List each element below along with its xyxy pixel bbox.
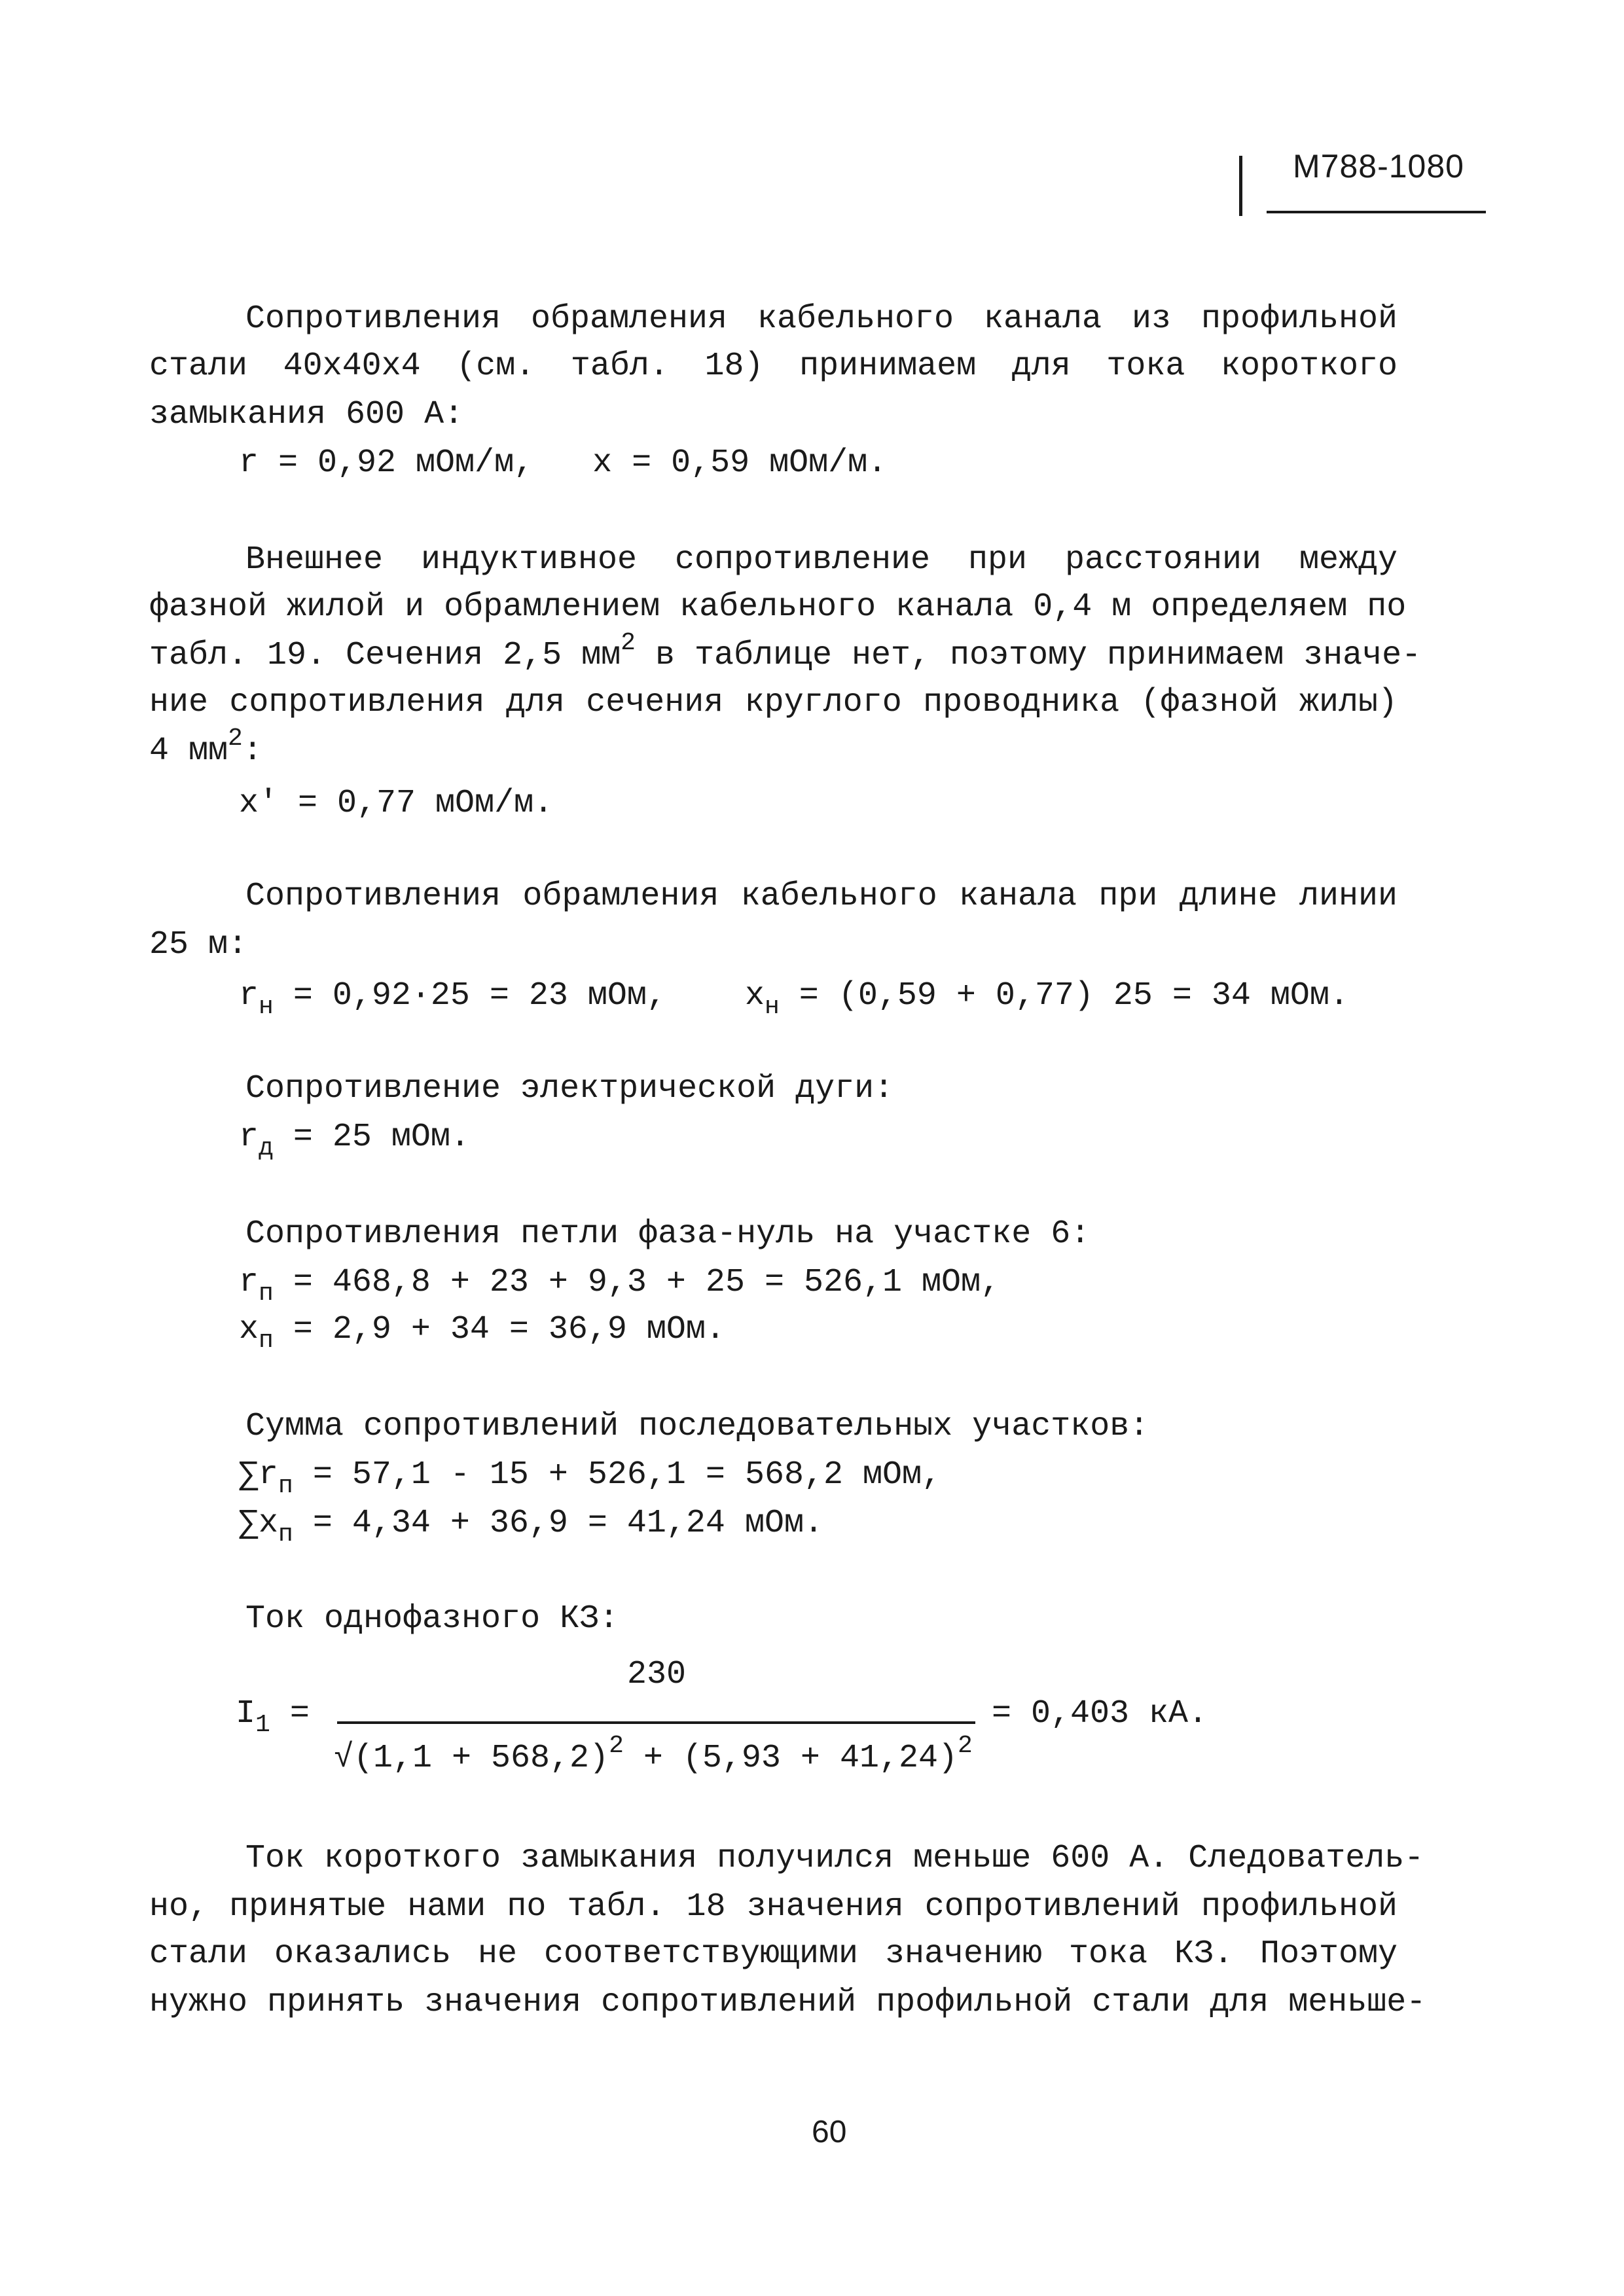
para5-formula1: $r_п = 468,8 + 23 + 9,3 + 25 = 526,1$ мОм, xyxy=(239,1264,1001,1308)
para6-line1: Сумма сопротивлений последовательных участков: xyxy=(245,1408,1149,1445)
para5-line1: Сопротивления петли фаза-нуль на участке 6: xyxy=(245,1215,1091,1253)
para4-formula: $r_д = 25$ мОм. xyxy=(239,1119,470,1162)
para3-formula: $r_н = 0,92\cdot 25 = 23$ мОм, $x_н = (0,59 + 0,77) 25 = 34$ мОм. xyxy=(239,977,1349,1021)
para6-formula2: $\sum x_п = 4,34 + 36,9 = 41,24$ мОм. xyxy=(239,1505,823,1549)
para4-line1: Сопротивление электрической дуги: xyxy=(245,1070,894,1107)
para2-line3: табл. 19. Сечения 2,5 $мм^2$ в таблице нет, поэтому принимаем значе- xyxy=(149,629,1422,674)
header-underline xyxy=(1267,211,1486,213)
para1-formula: r = 0,92 мОм/м, x = 0,59 мОм/м. xyxy=(239,444,888,482)
fraction-lhs: $I_1$ = xyxy=(236,1695,310,1739)
para3-line2: 25 м: xyxy=(149,926,248,963)
para5-formula2: $x_п = 2,9 + 34 = 36,9$ мОм. xyxy=(239,1311,725,1355)
para2-line1: Внешнее индуктивное сопротивление при расстоянии между xyxy=(245,541,1398,579)
para2-line2: фазной жилой и обрамлением кабельного канала 0,4 м определяем по xyxy=(149,588,1407,626)
para2-line4: ние сопротивления для сечения круглого проводника (фазной жилы) xyxy=(149,684,1398,721)
para8-line1: Ток короткого замыкания получился меньше 600 А. Следователь- xyxy=(245,1840,1424,1877)
fraction-denominator: $√(1,1 + 568,2)^2 + (5,93 + 41,24)^2$ xyxy=(334,1732,973,1777)
para7-line1: Ток однофазного КЗ: xyxy=(245,1600,619,1638)
para2-formula: x' = 0,77 мОм/м. xyxy=(239,785,554,822)
para3-line1: Сопротивления обрамления кабельного канала при длине линии xyxy=(245,878,1398,915)
fraction-numerator: 230 xyxy=(627,1656,687,1693)
para8-line4: нужно принять значения сопротивлений профильной стали для меньше- xyxy=(149,1984,1426,2021)
page-number: 60 xyxy=(812,2115,847,2149)
para8-line2: но, принятые нами по табл. 18 значения сопротивлений профильной xyxy=(149,1888,1398,1926)
para1-line2: стали 40х40х4 (см. табл. 18) принимаем для тока короткого xyxy=(149,348,1398,385)
para8-line3: стали оказались не соответствующими значению тока КЗ. Поэтому xyxy=(149,1935,1398,1973)
para2-line5: 4 $мм^2$: xyxy=(149,725,262,770)
para6-formula1: $\sum r_п = 57,1 - 15 + 526,1 = 568,2$ мОм, xyxy=(239,1456,941,1500)
para1-line1: Сопротивления обрамления кабельного канала из профильной xyxy=(245,300,1398,338)
header-vertical-rule xyxy=(1239,156,1242,216)
document-code: М788-1080 xyxy=(1293,148,1464,185)
fraction-bar xyxy=(337,1721,975,1724)
fraction-result: = 0,403 кА. xyxy=(992,1695,1208,1732)
para1-line3: замыкания 600 А: xyxy=(149,396,464,433)
